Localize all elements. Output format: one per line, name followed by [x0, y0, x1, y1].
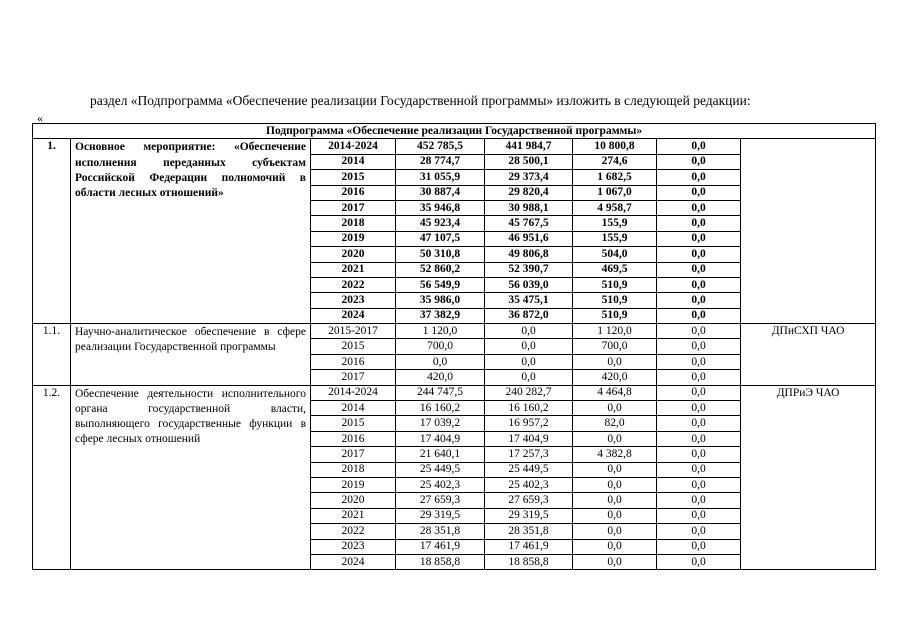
period-cell: 2024: [311, 308, 396, 323]
source-b-cell: 1 120,0: [573, 324, 657, 339]
source-c-cell: 0,0: [657, 170, 741, 185]
total-cell: 52 860,2: [396, 262, 485, 277]
source-a-cell: 52 390,7: [485, 262, 573, 277]
item-number: 1.1.: [33, 324, 71, 386]
total-cell: 244 747,5: [396, 385, 485, 400]
source-a-cell: 17 257,3: [485, 447, 573, 462]
source-a-cell: 16 160,2: [485, 401, 573, 416]
table-row: [33, 139, 876, 154]
period-cell: 2021: [311, 508, 396, 523]
source-b-cell: 4 464,8: [573, 385, 657, 400]
opening-quote: «: [37, 111, 43, 125]
period-cell: 2015: [311, 339, 396, 354]
subprogram-title: Подпрограмма «Обеспечение реализации Государственной программы»: [33, 124, 876, 139]
period-cell: 2019: [311, 477, 396, 492]
source-c-cell: 0,0: [657, 354, 741, 369]
source-a-cell: 0,0: [485, 370, 573, 385]
total-cell: 35 986,0: [396, 293, 485, 308]
source-b-cell: 1 067,0: [573, 185, 657, 200]
total-cell: 700,0: [396, 339, 485, 354]
source-c-cell: 0,0: [657, 231, 741, 246]
total-cell: 25 402,3: [396, 477, 485, 492]
source-a-cell: 45 767,5: [485, 216, 573, 231]
source-c-cell: 0,0: [657, 524, 741, 539]
source-b-cell: 0,0: [573, 554, 657, 569]
period-cell: 2014: [311, 154, 396, 169]
period-cell: 2015: [311, 170, 396, 185]
source-a-cell: 441 984,7: [485, 139, 573, 154]
total-cell: 0,0: [396, 354, 485, 369]
source-b-cell: 0,0: [573, 354, 657, 369]
total-cell: 47 107,5: [396, 231, 485, 246]
total-cell: 27 659,3: [396, 493, 485, 508]
source-b-cell: 4 958,7: [573, 200, 657, 215]
total-cell: 45 923,4: [396, 216, 485, 231]
period-cell: 2014: [311, 401, 396, 416]
total-cell: 18 858,8: [396, 554, 485, 569]
total-cell: 31 055,9: [396, 170, 485, 185]
responsible-cell: ДПиСХП ЧАО: [741, 324, 876, 386]
period-cell: 2022: [311, 277, 396, 292]
table-row: [33, 385, 876, 400]
period-cell: 2014-2024: [311, 139, 396, 154]
total-cell: 56 549,9: [396, 277, 485, 292]
period-cell: 2020: [311, 247, 396, 262]
period-cell: 2020: [311, 493, 396, 508]
source-b-cell: 274,6: [573, 154, 657, 169]
source-a-cell: 30 988,1: [485, 200, 573, 215]
source-a-cell: 16 957,2: [485, 416, 573, 431]
source-a-cell: 49 806,8: [485, 247, 573, 262]
source-a-cell: 29 319,5: [485, 508, 573, 523]
source-b-cell: 510,9: [573, 277, 657, 292]
total-cell: 1 120,0: [396, 324, 485, 339]
period-cell: 2016: [311, 354, 396, 369]
source-a-cell: 17 404,9: [485, 431, 573, 446]
source-a-cell: 25 449,5: [485, 462, 573, 477]
source-b-cell: 510,9: [573, 308, 657, 323]
source-c-cell: 0,0: [657, 385, 741, 400]
total-cell: 35 946,8: [396, 200, 485, 215]
period-cell: 2017: [311, 447, 396, 462]
period-cell: 2024: [311, 554, 396, 569]
source-c-cell: 0,0: [657, 247, 741, 262]
source-c-cell: 0,0: [657, 200, 741, 215]
source-c-cell: 0,0: [657, 401, 741, 416]
total-cell: 16 160,2: [396, 401, 485, 416]
source-b-cell: 469,5: [573, 262, 657, 277]
source-a-cell: 17 461,9: [485, 539, 573, 554]
source-c-cell: 0,0: [657, 324, 741, 339]
total-cell: 29 319,5: [396, 508, 485, 523]
period-cell: 2021: [311, 262, 396, 277]
total-cell: 28 774,7: [396, 154, 485, 169]
subprogram-header-row: [33, 124, 876, 139]
source-c-cell: 0,0: [657, 477, 741, 492]
source-c-cell: 0,0: [657, 447, 741, 462]
intro-text: раздел «Подпрограмма «Обеспечение реализации Государственной программы» изложить в следующей редакции:: [90, 93, 751, 108]
source-c-cell: 0,0: [657, 539, 741, 554]
source-c-cell: 0,0: [657, 308, 741, 323]
source-b-cell: 10 800,8: [573, 139, 657, 154]
source-b-cell: 420,0: [573, 370, 657, 385]
source-a-cell: 18 858,8: [485, 554, 573, 569]
item-name: Основное мероприятие: «Обеспечение исполнения переданных субъектам Российской Федерации полномочий в области лесных отношений»: [71, 139, 311, 324]
total-cell: 30 887,4: [396, 185, 485, 200]
source-b-cell: 510,9: [573, 293, 657, 308]
source-b-cell: 1 682,5: [573, 170, 657, 185]
source-b-cell: 0,0: [573, 477, 657, 492]
period-cell: 2017: [311, 370, 396, 385]
source-a-cell: 28 351,8: [485, 524, 573, 539]
source-b-cell: 0,0: [573, 462, 657, 477]
source-a-cell: 56 039,0: [485, 277, 573, 292]
item-name: Научно-аналитическое обеспечение в сфере реализации Государственной программы: [71, 324, 311, 386]
source-c-cell: 0,0: [657, 416, 741, 431]
total-cell: 28 351,8: [396, 524, 485, 539]
item-name: Обеспечение деятельности исполнительного органа государственной власти, выполняющего государственные функции в сфере лесных отношений: [71, 385, 311, 570]
source-c-cell: 0,0: [657, 554, 741, 569]
source-b-cell: 504,0: [573, 247, 657, 262]
period-cell: 2018: [311, 216, 396, 231]
period-cell: 2019: [311, 231, 396, 246]
source-a-cell: 0,0: [485, 324, 573, 339]
source-c-cell: 0,0: [657, 370, 741, 385]
source-b-cell: 0,0: [573, 401, 657, 416]
source-a-cell: 29 373,4: [485, 170, 573, 185]
period-cell: 2023: [311, 539, 396, 554]
total-cell: 17 461,9: [396, 539, 485, 554]
source-a-cell: 46 951,6: [485, 231, 573, 246]
source-c-cell: 0,0: [657, 154, 741, 169]
source-c-cell: 0,0: [657, 493, 741, 508]
source-b-cell: 700,0: [573, 339, 657, 354]
responsible-cell: [741, 139, 876, 324]
source-b-cell: 0,0: [573, 508, 657, 523]
total-cell: 50 310,8: [396, 247, 485, 262]
source-c-cell: 0,0: [657, 216, 741, 231]
total-cell: 25 449,5: [396, 462, 485, 477]
period-cell: 2017: [311, 200, 396, 215]
source-b-cell: 0,0: [573, 524, 657, 539]
source-a-cell: 0,0: [485, 339, 573, 354]
period-cell: 2015-2017: [311, 324, 396, 339]
total-cell: 452 785,5: [396, 139, 485, 154]
source-c-cell: 0,0: [657, 431, 741, 446]
source-a-cell: 25 402,3: [485, 477, 573, 492]
total-cell: 17 039,2: [396, 416, 485, 431]
source-c-cell: 0,0: [657, 262, 741, 277]
source-a-cell: 0,0: [485, 354, 573, 369]
source-c-cell: 0,0: [657, 293, 741, 308]
source-a-cell: 35 475,1: [485, 293, 573, 308]
source-b-cell: 0,0: [573, 539, 657, 554]
period-cell: 2018: [311, 462, 396, 477]
period-cell: 2022: [311, 524, 396, 539]
period-cell: 2016: [311, 185, 396, 200]
responsible-cell: ДПРиЭ ЧАО: [741, 385, 876, 570]
total-cell: 21 640,1: [396, 447, 485, 462]
source-b-cell: 82,0: [573, 416, 657, 431]
source-b-cell: 155,9: [573, 231, 657, 246]
source-a-cell: 27 659,3: [485, 493, 573, 508]
total-cell: 420,0: [396, 370, 485, 385]
source-b-cell: 0,0: [573, 493, 657, 508]
total-cell: 17 404,9: [396, 431, 485, 446]
source-c-cell: 0,0: [657, 139, 741, 154]
source-c-cell: 0,0: [657, 462, 741, 477]
period-cell: 2023: [311, 293, 396, 308]
source-a-cell: 36 872,0: [485, 308, 573, 323]
period-cell: 2015: [311, 416, 396, 431]
source-c-cell: 0,0: [657, 339, 741, 354]
source-a-cell: 29 820,4: [485, 185, 573, 200]
source-a-cell: 28 500,1: [485, 154, 573, 169]
item-number: 1.2.: [33, 385, 71, 570]
total-cell: 37 382,9: [396, 308, 485, 323]
source-a-cell: 240 282,7: [485, 385, 573, 400]
source-c-cell: 0,0: [657, 508, 741, 523]
source-b-cell: 4 382,8: [573, 447, 657, 462]
budget-table: [32, 123, 876, 570]
period-cell: 2016: [311, 431, 396, 446]
source-c-cell: 0,0: [657, 277, 741, 292]
source-b-cell: 155,9: [573, 216, 657, 231]
source-c-cell: 0,0: [657, 185, 741, 200]
table-row: [33, 324, 876, 339]
period-cell: 2014-2024: [311, 385, 396, 400]
source-b-cell: 0,0: [573, 431, 657, 446]
item-number: 1.: [33, 139, 71, 324]
